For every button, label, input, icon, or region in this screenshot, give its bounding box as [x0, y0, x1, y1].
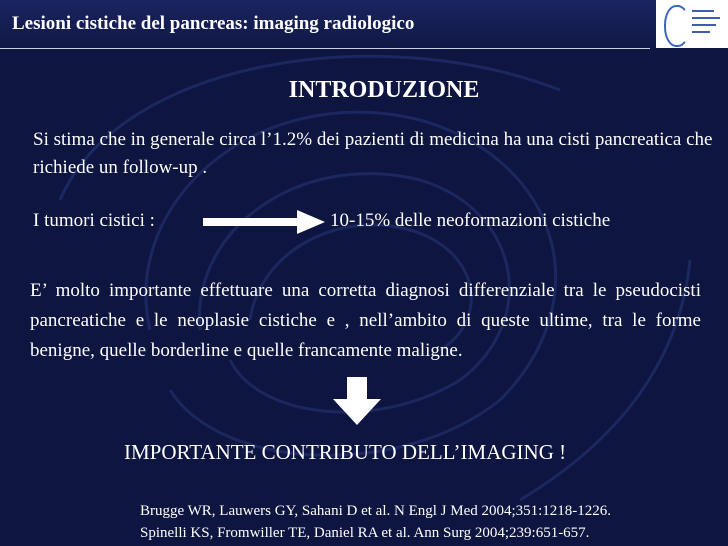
tumori-value: 10-15% delle neoformazioni cistiche	[330, 210, 611, 231]
logo-line	[692, 31, 710, 33]
slide-title: Lesioni cistiche del pancreas: imaging radiologico	[12, 13, 415, 34]
logo-image	[656, 0, 728, 48]
header-divider	[0, 48, 650, 49]
logo-line	[692, 10, 714, 12]
section-title: INTRODUZIONE	[288, 77, 480, 103]
reference-item: Brugge WR, Lauwers GY, Sahani D et al. N Engl J Med 2004;351:1218-1226.	[140, 503, 612, 519]
arrow-right-icon	[203, 210, 325, 234]
arrow-down-icon	[333, 377, 381, 425]
intro-paragraph: Si stima che in generale circa l’1.2% dei pazienti di medicina ha una cisti pancreatica che richiede un follow-up .	[33, 129, 713, 178]
tumori-label: I tumori cistici :	[33, 210, 155, 231]
conclusion-text: IMPORTANTE CONTRIBUTO DELL’IMAGING !	[124, 440, 567, 464]
slide-header	[0, 0, 728, 48]
logo-line	[692, 17, 720, 19]
diagnosis-paragraph: E’ molto importante effettuare una corretta diagnosi differenziale tra le pseudocisti pancreatiche e le neoplasie cistiche e , nell’ambito di queste ultime, tra le forme benigne, quelle borderline e quelle francamente maligne.	[30, 280, 701, 361]
reference-item: Spinelli KS, Fromwiller TE, Daniel RA et al. Ann Surg 2004;239:651-657.	[140, 525, 590, 541]
logo-mark	[664, 5, 690, 47]
logo-line	[692, 24, 716, 26]
